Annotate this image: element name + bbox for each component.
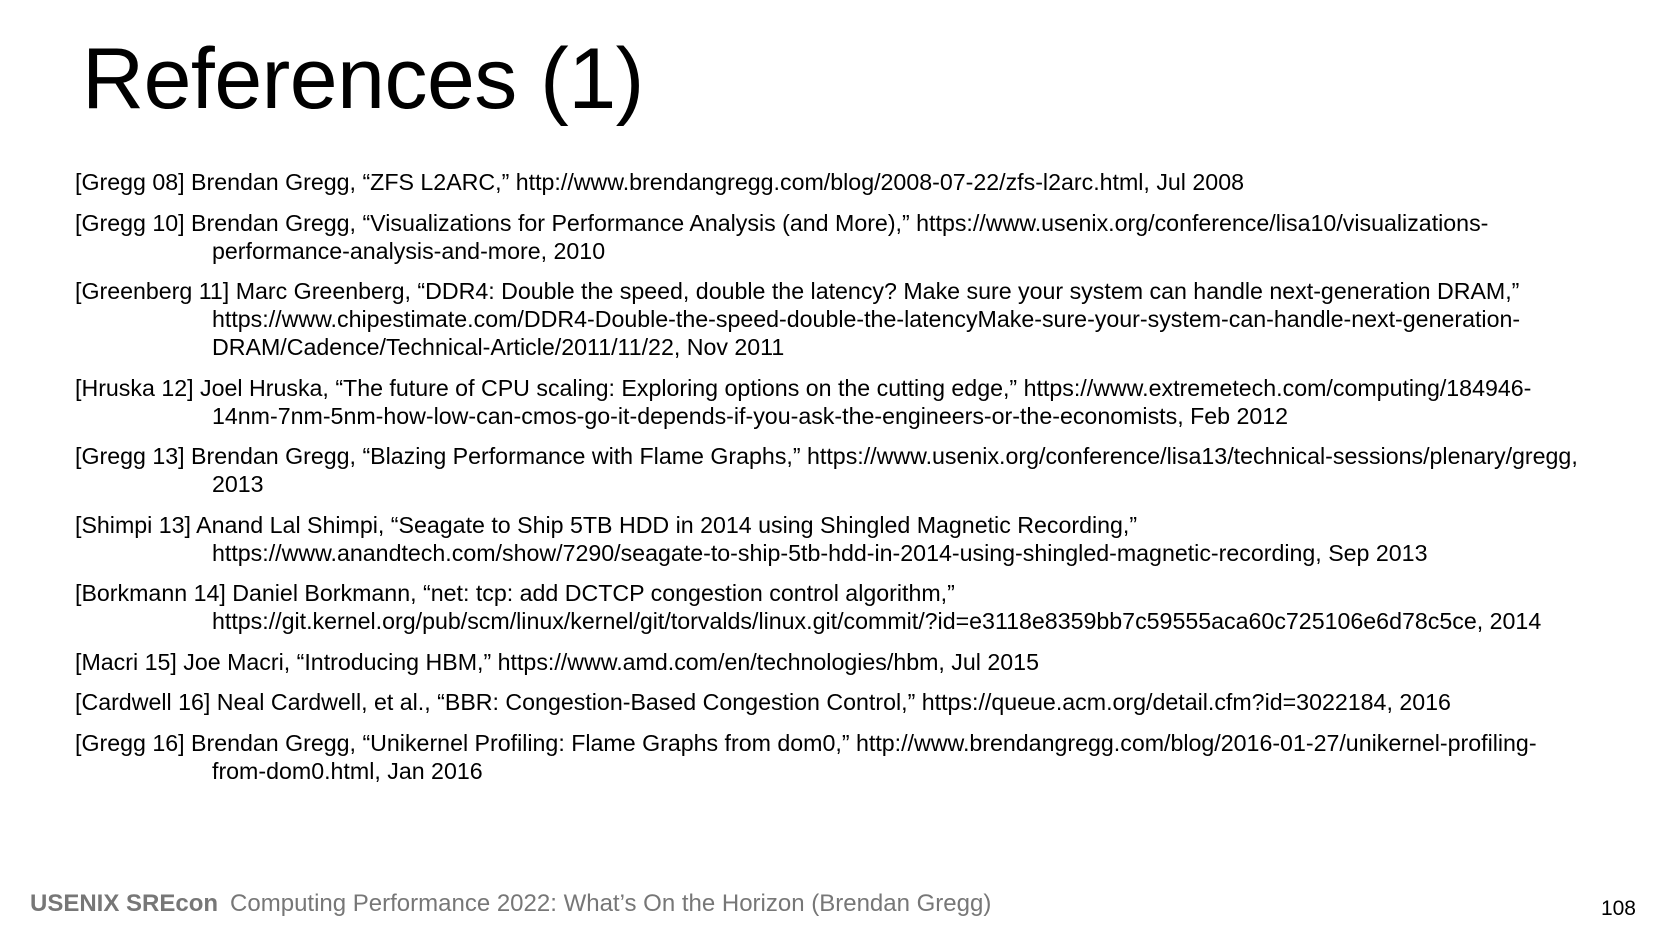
page-number: 108 — [1600, 897, 1636, 920]
footer-brand: USENIX SREcon — [30, 890, 219, 917]
reference-item: [Gregg 16] Brendan Gregg, “Unikernel Profiling: Flame Graphs from dom0,” http://www.brendangregg.com/blog/2016-01-27/unikernel-profiling-from-dom0.html, Jan 2016 — [75, 729, 1537, 784]
reference-item: [Cardwell 16] Neal Cardwell, et al., “BBR: Congestion-Based Congestion Control,” https://queue.acm.org/detail.cfm?id=3022184, 2016 — [75, 689, 1451, 715]
reference-item: [Macri 15] Joe Macri, “Introducing HBM,” https://www.amd.com/en/technologies/hbm, Jul 2015 — [75, 648, 1039, 675]
reference-item: [Greenberg 11] Marc Greenberg, “DDR4: Double the speed, double the latency? Make sure your system can handle next-generation DRAM,” https://www.chipestimate.com/DDR4-Double-the-speed-double-the-latencyMake-sure-your-system-can-handle-next-generation-DRAM/Cadence/Technical-Article/2011/11/22, Nov 2011 — [75, 278, 1521, 360]
reference-item: [Gregg 08] Brendan Gregg, “ZFS L2ARC,” http://www.brendangregg.com/blog/2008-07-22/zfs-l2arc.html, Jul 2008 — [75, 169, 1244, 195]
slide-footer — [30, 890, 991, 918]
reference-item: [Gregg 10] Brendan Gregg, “Visualizations for Performance Analysis (and More),” https://www.usenix.org/conference/lisa10/visualizations-performance-analysis-and-more, 2010 — [75, 209, 1489, 264]
references-list — [75, 168, 1585, 797]
reference-item: [Gregg 13] Brendan Gregg, “Blazing Performance with Flame Graphs,” https://www.usenix.org/conference/lisa13/technical-sessions/plenary/gregg, 2013 — [75, 443, 1578, 497]
footer-talk-title: Computing Performance 2022: What’s On the Horizon (Brendan Gregg) — [230, 890, 992, 917]
reference-item: [Hruska 12] Joel Hruska, “The future of CPU scaling: Exploring options on the cutting edge,” https://www.extremetech.com/computing/184946-14nm-7nm-5nm-how-low-can-cmos-go-it-depends-if-you-ask-the-engineers-or-the-economists, Feb 2012 — [75, 374, 1532, 429]
reference-item: [Borkmann 14] Daniel Borkmann, “net: tcp: add DCTCP congestion control algorithm,” https://git.kernel.org/pub/scm/linux/kernel/git/torvalds/linux.git/commit/?id=e3118e8359bb7c59555aca60c725106e6d78c5ce, 2014 — [75, 580, 1542, 634]
reference-item: [Shimpi 13] Anand Lal Shimpi, “Seagate to Ship 5TB HDD in 2014 using Shingled Magnetic Recording,” https://www.anandtech.com/show/7290/seagate-to-ship-5tb-hdd-in-2014-using-shingled-magnetic-recording, Sep 2013 — [75, 511, 1428, 566]
page-title: References (1) — [82, 31, 644, 127]
